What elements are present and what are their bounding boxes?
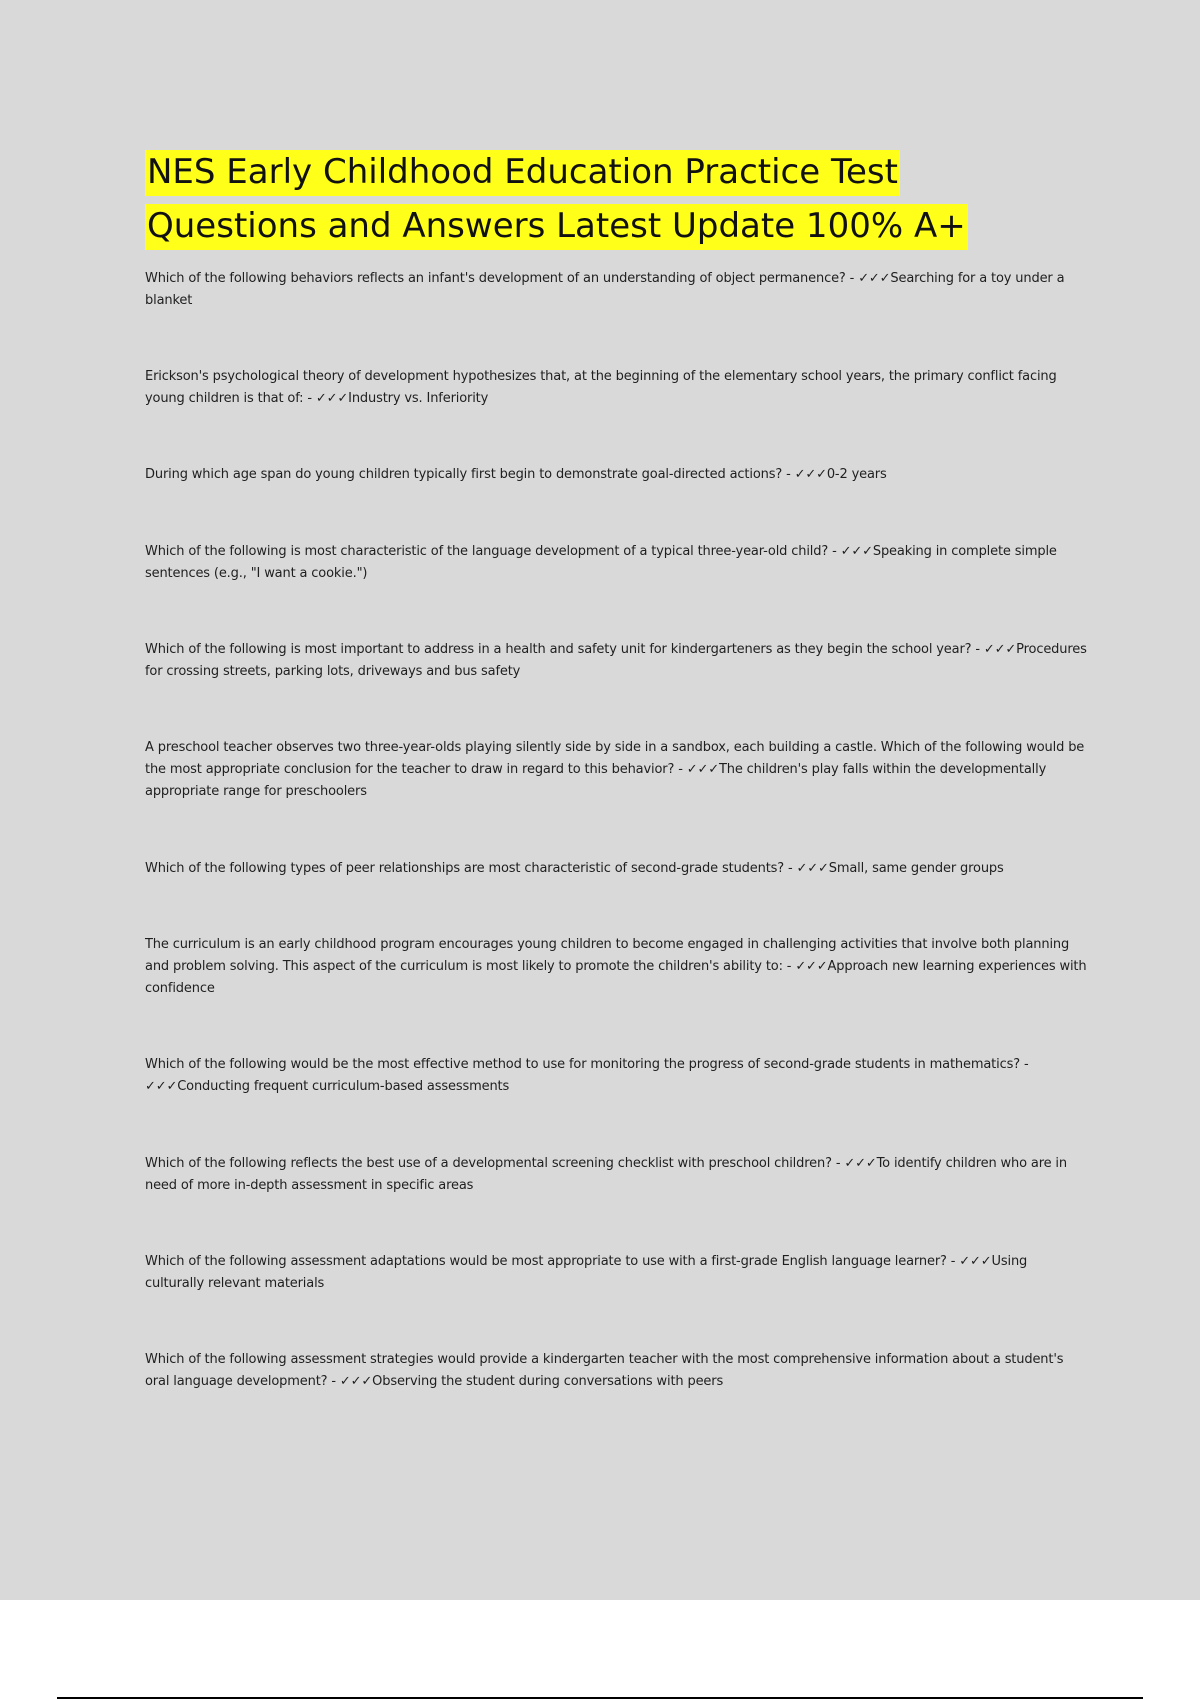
qa-item-5: Which of the following is most important to address in a health and safety unit for kindergarteners as they begin the school year? - ✓✓✓Procedures for crossing streets, parking lots, driveways and bus safety (145, 642, 1087, 679)
footer-rule (57, 1697, 1143, 1699)
qa-item-6: A preschool teacher observes two three-year-olds playing silently side by side in a sandbox, each building a castle. Which of the following would be the most appropriate conclusion for the teacher to draw in regard to this behavior? - ✓✓✓The children's play falls within the developmentally appropriate range for preschoolers (145, 740, 1085, 799)
title-highlight: NES Early Childhood Education Practice Test Questions and Answers Latest Update 100% A+ (145, 150, 968, 250)
qa-item-1: Which of the following behaviors reflects an infant's development of an understanding of object permanence? - ✓✓✓Searching for a toy under a blanket (145, 271, 1065, 308)
qa-item-8: The curriculum is an early childhood program encourages young children to become engaged in challenging activities that involve both planning and problem solving. This aspect of the curriculum is most likely to promote the children's ability to: - ✓✓✓Approach new learning experiences with confidence (145, 937, 1087, 996)
qa-item-2: Erickson's psychological theory of development hypothesizes that, at the beginning of the elementary school years, the primary conflict facing young children is that of: - ✓✓✓Industry vs. Inferiority (145, 369, 1057, 406)
qa-item-7: Which of the following types of peer relationships are most characteristic of second-grade students? - ✓✓✓Small, same gender groups (145, 861, 1004, 876)
qa-item-12: Which of the following assessment strategies would provide a kindergarten teacher with the most comprehensive information about a student's oral language development? - ✓✓✓Observing the student during conversations with peers (145, 1352, 1064, 1389)
qa-item-11: Which of the following assessment adaptations would be most appropriate to use with a first-grade English language learner? - ✓✓✓Using culturally relevant materials (145, 1254, 1028, 1291)
document-title (145, 145, 1075, 253)
qa-item-3: During which age span do young children typically first begin to demonstrate goal-directed actions? - ✓✓✓0-2 years (145, 467, 887, 482)
qa-item-9: Which of the following would be the most effective method to use for monitoring the progress of second-grade students in mathematics? - ✓✓✓Conducting frequent curriculum-based assessments (145, 1057, 1029, 1094)
qa-item-4: Which of the following is most characteristic of the language development of a typical three-year-old child? - ✓✓✓Speaking in complete simple sentences (e.g., "I want a cookie.") (145, 544, 1057, 581)
qa-item-10: Which of the following reflects the best use of a developmental screening checklist with preschool children? - ✓✓✓To identify children who are in need of more in-depth assessment in specific areas (145, 1156, 1067, 1193)
